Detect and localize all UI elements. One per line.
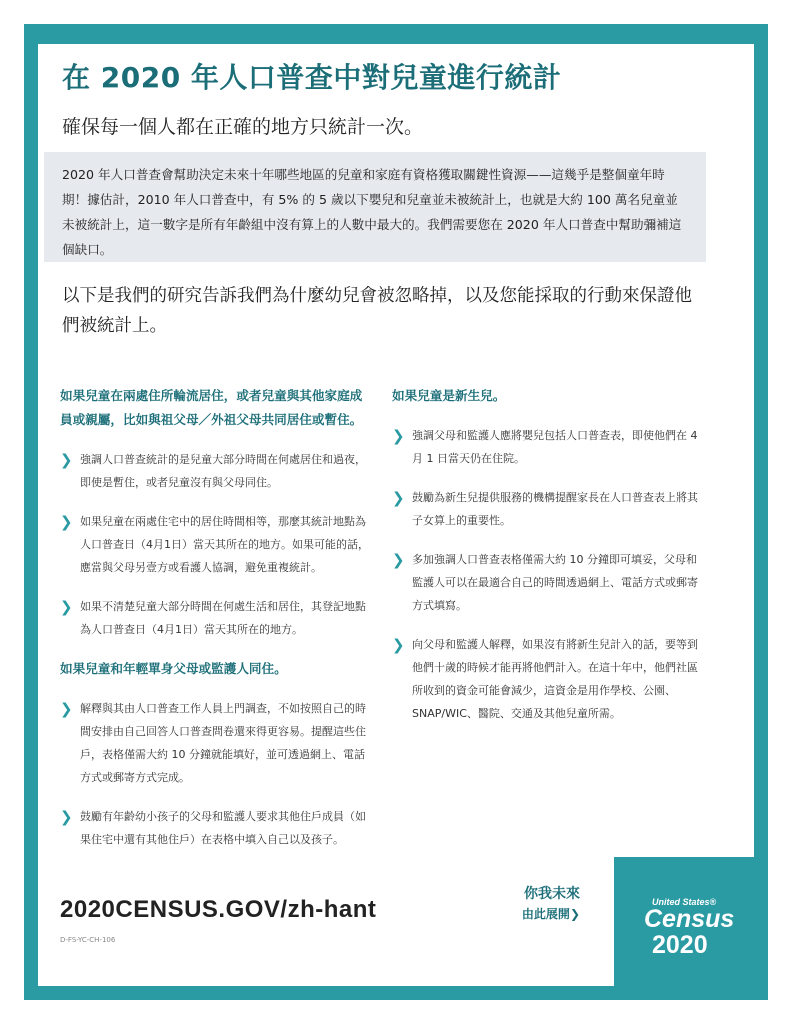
list-item-text: 向父母和監護人解釋，如果沒有將新生兒計入的話，要等到他們十歲的時候才能再將他們計入。在這十年中，他們社區所收到的資金可能會減少，這資金是用作學校、公園、SNAP/WIC、醫院、交通及其他兒童所需。 bbox=[412, 638, 698, 720]
list-item bbox=[60, 510, 370, 579]
page-subtitle: 確保每一個人都在正確的地方只統計一次。 bbox=[62, 116, 424, 138]
logo-year: 2020 bbox=[652, 931, 708, 959]
census-url-link[interactable]: 2020CENSUS.GOV/zh-hant bbox=[60, 896, 377, 923]
document-code: D-FS-YC-CH-106 bbox=[60, 936, 116, 944]
list-item-text: 解釋與其由人口普查工作人員上門調查，不如按照自己的時間安排由自己回答人口普查問卷還來得更容易。提醒這些住戶，表格僅需大約 10 分鐘就能填好，並可透過網上、電話方式或郵寄方式完成。 bbox=[80, 702, 366, 784]
left-column bbox=[60, 384, 370, 867]
cta-line-2 bbox=[476, 904, 580, 924]
chevron-right-icon: ❯ bbox=[60, 598, 73, 616]
list-item bbox=[392, 548, 702, 617]
logo-united-states: United States® bbox=[652, 897, 717, 907]
list-item bbox=[60, 448, 370, 494]
logo-census: Census bbox=[644, 905, 735, 933]
chevron-right-icon: ❯ bbox=[60, 808, 73, 826]
list-item-text: 強調人口普查統計的是兒童大部分時間在何處居住和過夜，即使是暫住，或者兒童沒有與父母同住。 bbox=[80, 453, 366, 489]
list-item bbox=[60, 595, 370, 641]
chevron-right-icon: ❯ bbox=[392, 636, 405, 654]
section-single-parent bbox=[60, 657, 370, 851]
cta-tagline bbox=[476, 884, 580, 924]
census-logo bbox=[614, 857, 768, 1000]
list-item-text: 多加強調人口普查表格僅需大約 10 分鐘即可填妥，父母和監護人可以在最適合自己的時間透過網上、電話方式或郵寄方式填寫。 bbox=[412, 553, 698, 612]
list-item-text: 如果不清楚兒童大部分時間在何處生活和居住，其登記地點為人口普查日（4月1日）當天其所在的地方。 bbox=[80, 600, 366, 636]
page-title: 在 2020 年人口普查中對兒童進行統計 bbox=[62, 61, 562, 94]
chevron-right-icon: ❯ bbox=[60, 513, 73, 531]
cta-line-1: 你我未來 bbox=[524, 886, 580, 902]
section-newborn bbox=[392, 384, 702, 725]
list-item bbox=[392, 424, 702, 470]
section-heading: 如果兒童是新生兒。 bbox=[392, 388, 506, 403]
list-item bbox=[392, 633, 702, 725]
chevron-right-icon: ❯ bbox=[392, 489, 405, 507]
list-item bbox=[60, 805, 370, 851]
list-item-text: 鼓勵為新生兒提供服務的機構提醒家長在人口普查表上將其子女算上的重要性。 bbox=[412, 491, 698, 527]
cta-line-2-text: 由此展開 bbox=[521, 907, 570, 921]
section-heading: 如果兒童在兩處住所輪流居住，或者兒童與其他家庭成員或親屬，比如與祖父母／外祖父母共同居住或暫住。 bbox=[60, 388, 363, 427]
list-item-text: 鼓勵有年齡幼小孩子的父母和監護人要求其他住戶成員（如果住宅中還有其他住戶）在表格中填入自己以及孩子。 bbox=[80, 810, 366, 846]
lead-paragraph: 以下是我們的研究告訴我們為什麼幼兒會被忽略掉，以及您能採取的行動來保證他們被統計上。 bbox=[62, 286, 692, 336]
section-shared-custody bbox=[60, 384, 370, 641]
section-heading: 如果兒童和年輕單身父母或監護人同住。 bbox=[60, 661, 287, 676]
list-item bbox=[60, 697, 370, 789]
list-item-text: 如果兒童在兩處住宅中的居住時間相等，那麼其統計地點為人口普查日（4月1日）當天其所在的地方。如果可能的話，應當與父母另壹方或看護人協調，避免重複統計。 bbox=[80, 515, 369, 574]
chevron-right-icon: ❯ bbox=[569, 907, 580, 921]
list-item-text: 強調父母和監護人應將嬰兒包括人口普查表，即使他們在 4 月 1 日當天仍在住院。 bbox=[412, 429, 698, 465]
right-column bbox=[392, 384, 702, 741]
intro-box: 2020 年人口普查會幫助決定未來十年哪些地區的兒童和家庭有資格獲取關鍵性資源——這幾乎是整個童年時期！據估計，2010 年人口普查中，有 5% 的 5 歲以下嬰兒和兒童並未被統計上，也就是大約 100 萬名兒童並未被統計上，這一數字是所有年齡組中沒有算上的人數中最大的。我們需要您在 2020 年人口普查中幫助彌補這個缺口。 bbox=[44, 152, 706, 262]
chevron-right-icon: ❯ bbox=[392, 427, 405, 445]
chevron-right-icon: ❯ bbox=[60, 700, 73, 718]
chevron-right-icon: ❯ bbox=[60, 451, 73, 469]
list-item bbox=[392, 486, 702, 532]
chevron-right-icon: ❯ bbox=[392, 551, 405, 569]
